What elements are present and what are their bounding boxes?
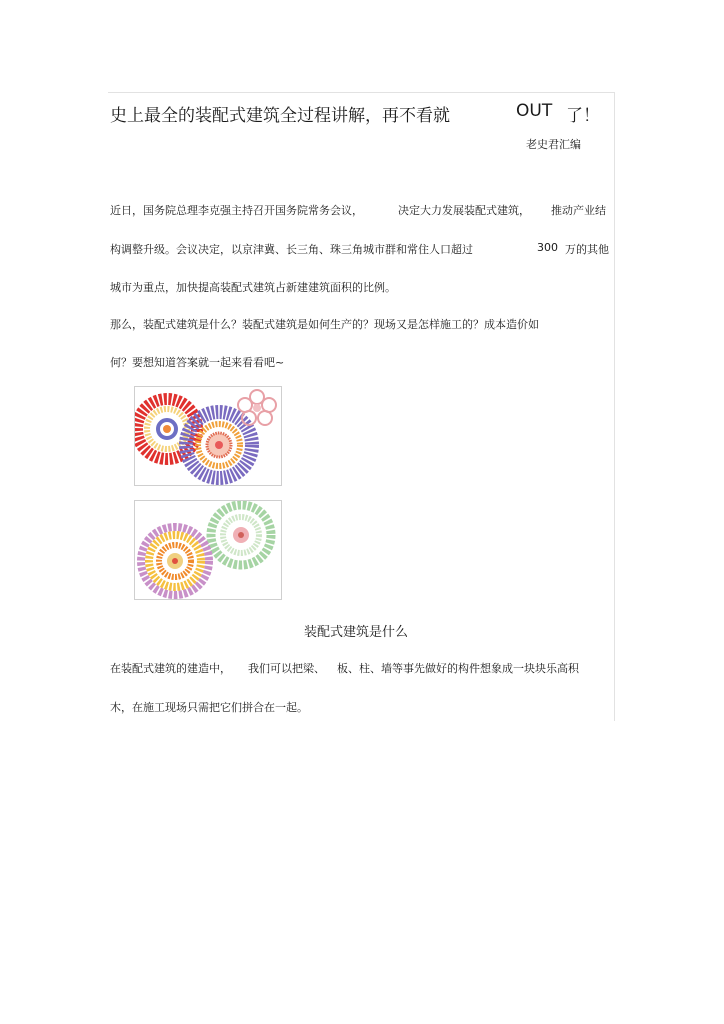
paragraph-6c: 板、柱、墙等事先做好的构件想象成一块块乐高积 [337,662,579,675]
doc-title-tail: 了！ [566,106,600,126]
paragraph-6b: 我们可以把梁、 [248,662,325,675]
paragraph-1c: 推动产业结 [551,204,606,217]
paragraph-2a: 构调整升级。会议决定，以京津冀、长三角、珠三角城市群和常住人口超过 [110,243,473,256]
paragraph-1b: 决定大力发展装配式建筑， [398,204,530,217]
paragraph-5: 何？要想知道答案就一起来看看吧~ [110,356,285,369]
paragraph-7: 木，在施工现场只需把它们拼合在一起。 [110,701,308,714]
paragraph-4: 那么，装配式建筑是什么？装配式建筑是如何生产的？现场又是怎样施工的？成本造价如 [110,318,539,331]
section-heading: 装配式建筑是什么 [304,625,409,640]
paragraph-6a: 在装配式建筑的建造中， [110,662,231,675]
doc-title: 史上最全的装配式建筑全过程讲解，再不看就 [110,106,450,126]
doc-title-out: OUT [516,101,553,121]
paragraph-2c: 万的其他 [565,243,609,256]
paragraph-2b: 300 [537,241,558,254]
author-credit: 老史君汇编 [526,138,581,151]
decorative-flowers-image-1 [134,386,282,486]
paragraph-3: 城市为重点，加快提高装配式建筑占新建建筑面积的比例。 [110,281,396,294]
paragraph-1a: 近日，国务院总理李克强主持召开国务院常务会议， [110,204,363,217]
decorative-flowers-image-2 [134,500,282,600]
